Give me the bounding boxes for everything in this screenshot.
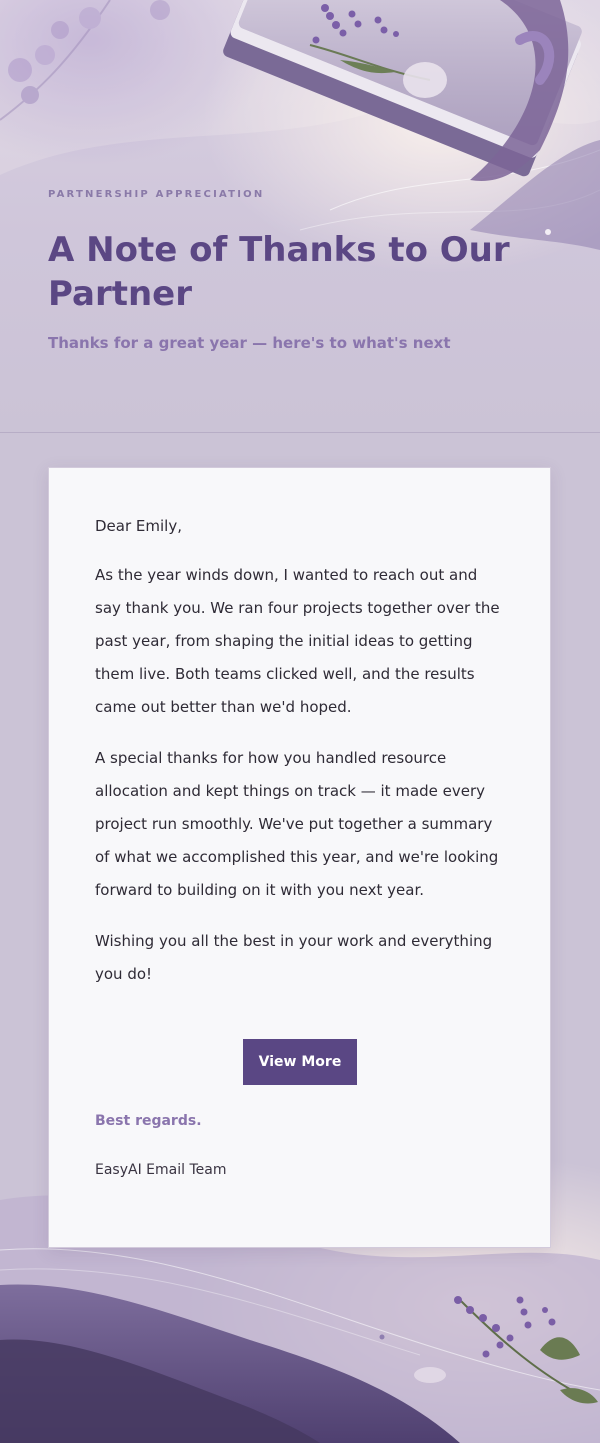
letter-signature: EasyAI Email Team	[95, 1162, 227, 1178]
hero-header	[0, 0, 600, 432]
page-subtitle: Thanks for a great year — here's to what's next	[48, 334, 451, 352]
book-lavender-illustration	[0, 0, 600, 432]
view-more-button[interactable]: View More	[243, 1039, 357, 1085]
header-divider	[0, 432, 600, 433]
letter-paragraph: A special thanks for how you handled resource allocation and kept things on track — it made every project run smoothly. We've put together a summary of what we accomplished this year, and we're looking forward to building on it with you next year.	[95, 749, 499, 899]
letter-greeting: Dear Emily,	[95, 517, 182, 535]
letter-signoff: Best regards.	[95, 1113, 202, 1129]
page-title: A Note of Thanks to Our Partner	[48, 230, 510, 314]
letter-paragraph: As the year winds down, I wanted to reach out and say thank you. We ran four projects together over the past year, from shaping the initial ideas to getting them live. Both teams clicked well, and the results came out better than we'd hoped.	[95, 566, 500, 716]
letter-paragraph: Wishing you all the best in your work and everything you do!	[95, 932, 493, 983]
eyebrow-label: PARTNERSHIP APPRECIATION	[48, 189, 265, 200]
